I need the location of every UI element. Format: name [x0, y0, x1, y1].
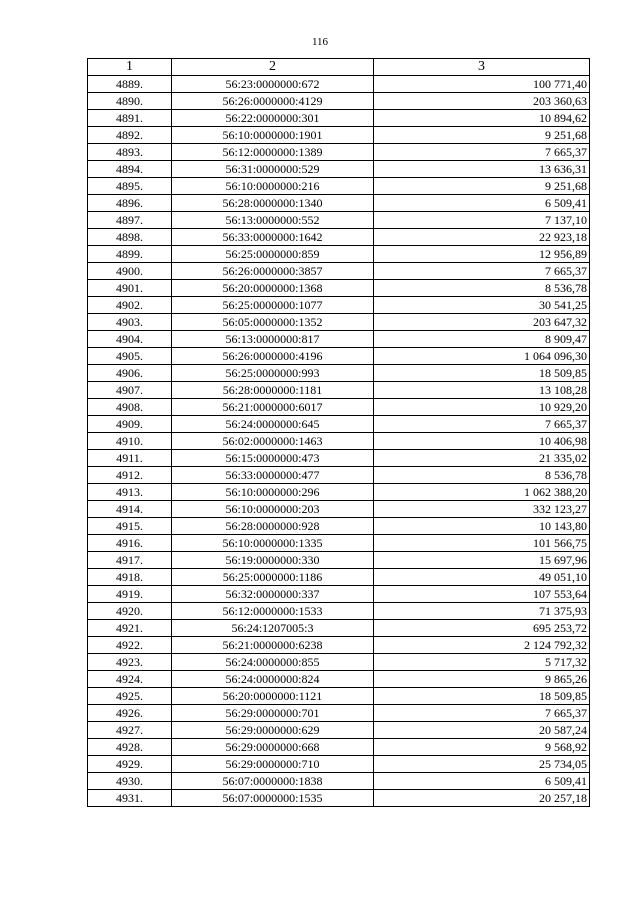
- value-cell: 20 257,18: [374, 790, 590, 807]
- table-row: [88, 569, 590, 586]
- value-cell: 203 647,32: [374, 314, 590, 331]
- column-header-2: 2: [172, 59, 374, 76]
- table-row: [88, 246, 590, 263]
- row-number-cell: 4926.: [88, 705, 172, 722]
- cadastral-number-cell: 56:33:0000000:477: [172, 467, 374, 484]
- value-cell: 7 137,10: [374, 212, 590, 229]
- cadastral-number-cell: 56:22:0000000:301: [172, 110, 374, 127]
- table-row: [88, 739, 590, 756]
- value-cell: 13 636,31: [374, 161, 590, 178]
- cadastral-number-cell: 56:20:0000000:1368: [172, 280, 374, 297]
- cadastral-number-cell: 56:13:0000000:817: [172, 331, 374, 348]
- value-cell: 71 375,93: [374, 603, 590, 620]
- table-row: [88, 450, 590, 467]
- value-cell: 22 923,18: [374, 229, 590, 246]
- cadastral-number-cell: 56:24:0000000:855: [172, 654, 374, 671]
- table-row: [88, 229, 590, 246]
- row-number-cell: 4928.: [88, 739, 172, 756]
- table-row: [88, 314, 590, 331]
- cadastral-number-cell: 56:07:0000000:1838: [172, 773, 374, 790]
- table-row: [88, 603, 590, 620]
- table-row: [88, 518, 590, 535]
- cadastral-number-cell: 56:29:0000000:629: [172, 722, 374, 739]
- cadastral-number-cell: 56:25:0000000:1186: [172, 569, 374, 586]
- row-number-cell: 4925.: [88, 688, 172, 705]
- table-row: [88, 110, 590, 127]
- row-number-cell: 4927.: [88, 722, 172, 739]
- value-cell: 13 108,28: [374, 382, 590, 399]
- table-row: [88, 484, 590, 501]
- value-cell: 1 064 096,30: [374, 348, 590, 365]
- row-number-cell: 4900.: [88, 263, 172, 280]
- cadastral-table: [87, 58, 590, 807]
- table-row: [88, 416, 590, 433]
- row-number-cell: 4930.: [88, 773, 172, 790]
- table-row: [88, 790, 590, 807]
- cadastral-number-cell: 56:10:0000000:1335: [172, 535, 374, 552]
- row-number-cell: 4921.: [88, 620, 172, 637]
- cadastral-number-cell: 56:24:1207005:3: [172, 620, 374, 637]
- cadastral-number-cell: 56:25:0000000:859: [172, 246, 374, 263]
- value-cell: 8 536,78: [374, 467, 590, 484]
- row-number-cell: 4910.: [88, 433, 172, 450]
- value-cell: 10 929,20: [374, 399, 590, 416]
- cadastral-number-cell: 56:02:0000000:1463: [172, 433, 374, 450]
- value-cell: 9 865,26: [374, 671, 590, 688]
- table-row: [88, 161, 590, 178]
- value-cell: 21 335,02: [374, 450, 590, 467]
- cadastral-number-cell: 56:25:0000000:993: [172, 365, 374, 382]
- row-number-cell: 4890.: [88, 93, 172, 110]
- value-cell: 49 051,10: [374, 569, 590, 586]
- cadastral-number-cell: 56:10:0000000:296: [172, 484, 374, 501]
- cadastral-number-cell: 56:19:0000000:330: [172, 552, 374, 569]
- table-row: [88, 382, 590, 399]
- cadastral-number-cell: 56:10:0000000:216: [172, 178, 374, 195]
- cadastral-number-cell: 56:26:0000000:3857: [172, 263, 374, 280]
- value-cell: 7 665,37: [374, 416, 590, 433]
- value-cell: 9 568,92: [374, 739, 590, 756]
- row-number-cell: 4920.: [88, 603, 172, 620]
- cadastral-number-cell: 56:33:0000000:1642: [172, 229, 374, 246]
- table-row: [88, 552, 590, 569]
- table-row: [88, 331, 590, 348]
- table-row: [88, 263, 590, 280]
- table-row: [88, 280, 590, 297]
- row-number-cell: 4899.: [88, 246, 172, 263]
- table-row: [88, 722, 590, 739]
- cadastral-number-cell: 56:29:0000000:701: [172, 705, 374, 722]
- table-row: [88, 535, 590, 552]
- cadastral-number-cell: 56:20:0000000:1121: [172, 688, 374, 705]
- row-number-cell: 4906.: [88, 365, 172, 382]
- value-cell: 6 509,41: [374, 195, 590, 212]
- table-row: [88, 671, 590, 688]
- table-row: [88, 212, 590, 229]
- value-cell: 6 509,41: [374, 773, 590, 790]
- row-number-cell: 4903.: [88, 314, 172, 331]
- row-number-cell: 4923.: [88, 654, 172, 671]
- value-cell: 2 124 792,32: [374, 637, 590, 654]
- row-number-cell: 4912.: [88, 467, 172, 484]
- cadastral-number-cell: 56:13:0000000:552: [172, 212, 374, 229]
- cadastral-number-cell: 56:23:0000000:672: [172, 76, 374, 93]
- row-number-cell: 4898.: [88, 229, 172, 246]
- row-number-cell: 4891.: [88, 110, 172, 127]
- cadastral-number-cell: 56:21:0000000:6238: [172, 637, 374, 654]
- value-cell: 101 566,75: [374, 535, 590, 552]
- table-row: [88, 773, 590, 790]
- row-number-cell: 4908.: [88, 399, 172, 416]
- table-row: [88, 195, 590, 212]
- row-number-cell: 4892.: [88, 127, 172, 144]
- row-number-cell: 4922.: [88, 637, 172, 654]
- value-cell: 332 123,27: [374, 501, 590, 518]
- row-number-cell: 4893.: [88, 144, 172, 161]
- row-number-cell: 4913.: [88, 484, 172, 501]
- table-row: [88, 297, 590, 314]
- cadastral-number-cell: 56:10:0000000:203: [172, 501, 374, 518]
- table-header-row: [88, 59, 590, 76]
- row-number-cell: 4915.: [88, 518, 172, 535]
- table-body: [88, 76, 590, 807]
- value-cell: 107 553,64: [374, 586, 590, 603]
- table-row: [88, 93, 590, 110]
- value-cell: 30 541,25: [374, 297, 590, 314]
- row-number-cell: 4894.: [88, 161, 172, 178]
- row-number-cell: 4931.: [88, 790, 172, 807]
- cadastral-number-cell: 56:15:0000000:473: [172, 450, 374, 467]
- value-cell: 9 251,68: [374, 127, 590, 144]
- cadastral-number-cell: 56:10:0000000:1901: [172, 127, 374, 144]
- value-cell: 7 665,37: [374, 263, 590, 280]
- row-number-cell: 4902.: [88, 297, 172, 314]
- row-number-cell: 4907.: [88, 382, 172, 399]
- cadastral-number-cell: 56:07:0000000:1535: [172, 790, 374, 807]
- table-row: [88, 637, 590, 654]
- value-cell: 8 536,78: [374, 280, 590, 297]
- value-cell: 5 717,32: [374, 654, 590, 671]
- table-row: [88, 467, 590, 484]
- value-cell: 15 697,96: [374, 552, 590, 569]
- table-row: [88, 620, 590, 637]
- table-row: [88, 399, 590, 416]
- table-row: [88, 348, 590, 365]
- value-cell: 9 251,68: [374, 178, 590, 195]
- row-number-cell: 4901.: [88, 280, 172, 297]
- cadastral-number-cell: 56:28:0000000:1340: [172, 195, 374, 212]
- value-cell: 695 253,72: [374, 620, 590, 637]
- row-number-cell: 4918.: [88, 569, 172, 586]
- value-cell: 18 509,85: [374, 365, 590, 382]
- row-number-cell: 4905.: [88, 348, 172, 365]
- value-cell: 7 665,37: [374, 144, 590, 161]
- value-cell: 1 062 388,20: [374, 484, 590, 501]
- row-number-cell: 4909.: [88, 416, 172, 433]
- value-cell: 8 909,47: [374, 331, 590, 348]
- value-cell: 7 665,37: [374, 705, 590, 722]
- cadastral-number-cell: 56:25:0000000:1077: [172, 297, 374, 314]
- cadastral-number-cell: 56:24:0000000:824: [172, 671, 374, 688]
- value-cell: 100 771,40: [374, 76, 590, 93]
- row-number-cell: 4924.: [88, 671, 172, 688]
- row-number-cell: 4914.: [88, 501, 172, 518]
- cadastral-number-cell: 56:28:0000000:1181: [172, 382, 374, 399]
- table-row: [88, 365, 590, 382]
- value-cell: 18 509,85: [374, 688, 590, 705]
- row-number-cell: 4897.: [88, 212, 172, 229]
- cadastral-number-cell: 56:26:0000000:4129: [172, 93, 374, 110]
- value-cell: 25 734,05: [374, 756, 590, 773]
- cadastral-number-cell: 56:26:0000000:4196: [172, 348, 374, 365]
- cadastral-number-cell: 56:12:0000000:1533: [172, 603, 374, 620]
- cadastral-number-cell: 56:28:0000000:928: [172, 518, 374, 535]
- table-row: [88, 433, 590, 450]
- cadastral-number-cell: 56:05:0000000:1352: [172, 314, 374, 331]
- row-number-cell: 4904.: [88, 331, 172, 348]
- table-row: [88, 688, 590, 705]
- value-cell: 10 894,62: [374, 110, 590, 127]
- table-row: [88, 178, 590, 195]
- value-cell: 203 360,63: [374, 93, 590, 110]
- value-cell: 10 143,80: [374, 518, 590, 535]
- value-cell: 20 587,24: [374, 722, 590, 739]
- cadastral-number-cell: 56:32:0000000:337: [172, 586, 374, 603]
- cadastral-number-cell: 56:24:0000000:645: [172, 416, 374, 433]
- cadastral-number-cell: 56:29:0000000:710: [172, 756, 374, 773]
- table-row: [88, 76, 590, 93]
- table-row: [88, 756, 590, 773]
- table-row: [88, 654, 590, 671]
- row-number-cell: 4895.: [88, 178, 172, 195]
- row-number-cell: 4917.: [88, 552, 172, 569]
- cadastral-number-cell: 56:12:0000000:1389: [172, 144, 374, 161]
- table-row: [88, 501, 590, 518]
- table-row: [88, 705, 590, 722]
- cadastral-number-cell: 56:29:0000000:668: [172, 739, 374, 756]
- row-number-cell: 4929.: [88, 756, 172, 773]
- value-cell: 12 956,89: [374, 246, 590, 263]
- page-number: 116: [311, 36, 329, 48]
- column-header-1: 1: [88, 59, 172, 76]
- table-row: [88, 127, 590, 144]
- row-number-cell: 4911.: [88, 450, 172, 467]
- column-header-3: 3: [374, 59, 590, 76]
- row-number-cell: 4919.: [88, 586, 172, 603]
- row-number-cell: 4889.: [88, 76, 172, 93]
- row-number-cell: 4916.: [88, 535, 172, 552]
- cadastral-number-cell: 56:21:0000000:6017: [172, 399, 374, 416]
- table-row: [88, 144, 590, 161]
- row-number-cell: 4896.: [88, 195, 172, 212]
- cadastral-number-cell: 56:31:0000000:529: [172, 161, 374, 178]
- value-cell: 10 406,98: [374, 433, 590, 450]
- table-row: [88, 586, 590, 603]
